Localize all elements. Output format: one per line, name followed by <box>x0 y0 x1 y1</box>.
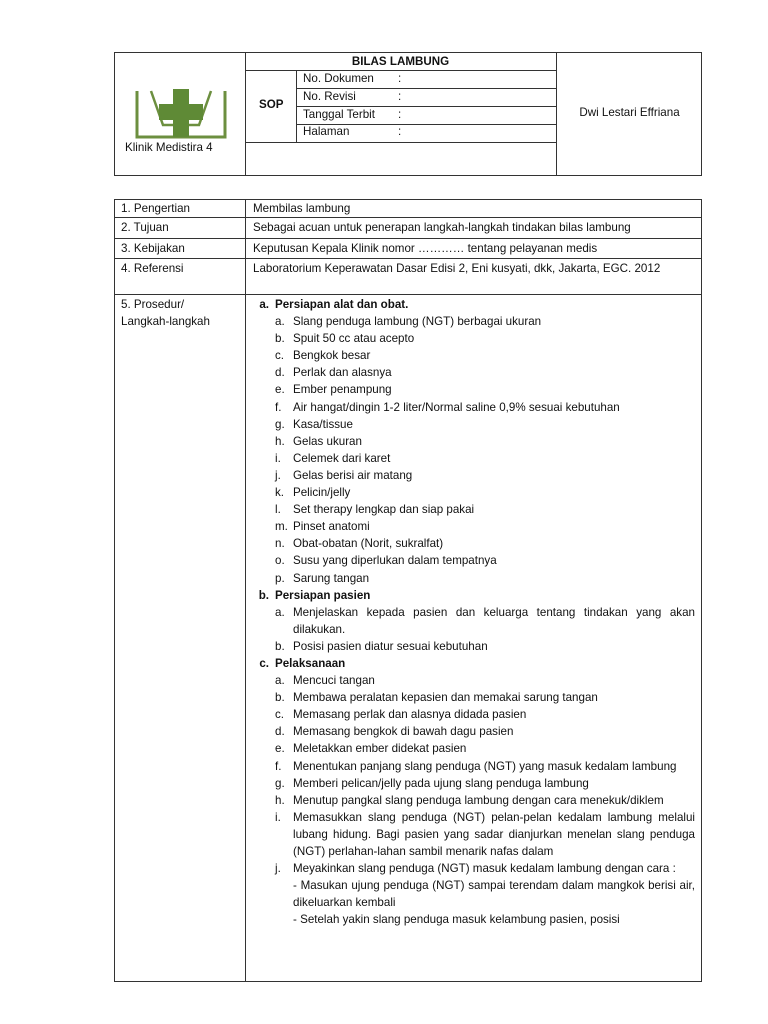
list-item: f. Menentukan panjang slang penduga (NGT) yang masuk kedalam lambung <box>275 759 677 773</box>
row-value-kebijakan: Keputusan Kepala Klinik nomor ………… tentang pelayanan medis <box>253 242 598 255</box>
list-item: h. Gelas ukuran <box>275 434 362 448</box>
sub-step: - Masukan ujung penduga (NGT) sampai terendam dalam mangkok berisi air, dikeluarkan kembali <box>293 879 695 910</box>
list-item: d. Memasang bengkok di bawah dagu pasien <box>275 725 514 739</box>
list-item: i. Memasukkan slang penduga (NGT) pelan-pelan kedalam lambung melalui lubang hidung. Bagi pasien yang sadar dianjurkan menelan slang penduga (NGT) perlahan-lahan sambil menarik nafas dalam <box>275 810 695 858</box>
list-item: o. Susu yang diperlukan dalam tempatnya <box>275 554 497 568</box>
doc-type-label: SOP <box>259 98 284 111</box>
list-item: a. Menjelaskan kepada pasien dan keluarga tentang tindakan yang akan dilakukan. <box>275 605 695 636</box>
header-table: Klinik Medistira 4 BILAS LAMBUNG SOP No. Dokumen : No. Revisi : Tanggal Terbit : Halaman : Dwi Lestari Effriana <box>114 52 702 176</box>
list-item: c. Bengkok besar <box>275 349 371 363</box>
sop-content-table <box>114 199 702 982</box>
row-value-pengertian: Membilas lambung <box>253 202 351 215</box>
header-divider <box>245 53 246 175</box>
list-item: h. Menutup pangkal slang penduga lambung dengan cara menekuk/diklem <box>275 793 664 807</box>
list-item: a. Mencuci tangan <box>275 674 375 688</box>
list-item: e. Ember penampung <box>275 383 392 397</box>
row-label-kebijakan: 3. Kebijakan <box>121 242 185 255</box>
list-item: b. Membawa peralatan kepasien dan memakai sarung tangan <box>275 691 598 705</box>
row-label-tujuan: 2. Tujuan <box>121 221 169 234</box>
list-item: b. Spuit 50 cc atau acepto <box>275 332 415 346</box>
list-item: e. Meletakkan ember didekat pasien <box>275 742 467 756</box>
row-label-prosedur: 5. Prosedur/ Langkah-langkah <box>121 298 210 328</box>
procedure-list <box>253 296 695 928</box>
row-value-referensi: Laboratorium Keperawatan Dasar Edisi 2, Eni kusyati, dkk, Jakarta, EGC. 2012 <box>253 262 661 275</box>
list-item: j. Meyakinkan slang penduga (NGT) masuk kedalam lambung dengan cara : <box>275 862 676 876</box>
list-item: n. Obat-obatan (Norit, sukralfat) <box>275 537 444 551</box>
section-heading: b. Persiapan pasien <box>258 588 371 602</box>
section-heading: a. Persiapan alat dan obat. <box>259 298 409 311</box>
list-item: l. Set therapy lengkap dan siap pakai <box>275 503 475 517</box>
row-value-tujuan: Sebagai acuan untuk penerapan langkah-langkah tindakan bilas lambung <box>253 221 631 234</box>
list-item: k. Pelicin/jelly <box>275 486 351 500</box>
list-item: p. Sarung tangan <box>275 571 370 585</box>
list-item: j. Gelas berisi air matang <box>275 468 413 482</box>
list-item: a. Slang penduga lambung (NGT) berbagai ukuran <box>275 315 542 329</box>
field-no-dokumen: No. Dokumen <box>303 72 374 85</box>
list-item: m. Pinset anatomi <box>275 520 370 534</box>
sub-step: - Setelah yakin slang penduga masuk kelambung pasien, posisi <box>293 913 620 927</box>
list-item: i. Celemek dari karet <box>275 451 391 465</box>
field-tanggal-terbit: Tanggal Terbit <box>303 108 375 121</box>
row-label-pengertian: 1. Pengertian <box>121 202 190 215</box>
list-item: c. Memasang perlak dan alasnya didada pasien <box>275 708 527 722</box>
section-heading: c. Pelaksanaan <box>259 656 346 670</box>
author-name: Dwi Lestari Effriana <box>579 106 680 119</box>
list-item: b. Posisi pasien diatur sesuai kebutuhan <box>275 639 488 653</box>
row-label-referensi: 4. Referensi <box>121 262 184 275</box>
list-item: g. Memberi pelican/jelly pada ujung slang penduga lambung <box>275 776 589 790</box>
list-item: g. Kasa/tissue <box>275 417 353 431</box>
field-halaman: Halaman <box>303 125 350 138</box>
document-title: BILAS LAMBUNG <box>351 55 450 68</box>
list-item: d. Perlak dan alasnya <box>275 366 392 380</box>
clinic-name: Klinik Medistira 4 <box>125 141 213 154</box>
list-item: f. Air hangat/dingin 1-2 liter/Normal saline 0,9% sesuai kebutuhan <box>275 400 620 414</box>
field-no-revisi: No. Revisi <box>303 90 356 103</box>
clinic-logo <box>133 87 229 144</box>
